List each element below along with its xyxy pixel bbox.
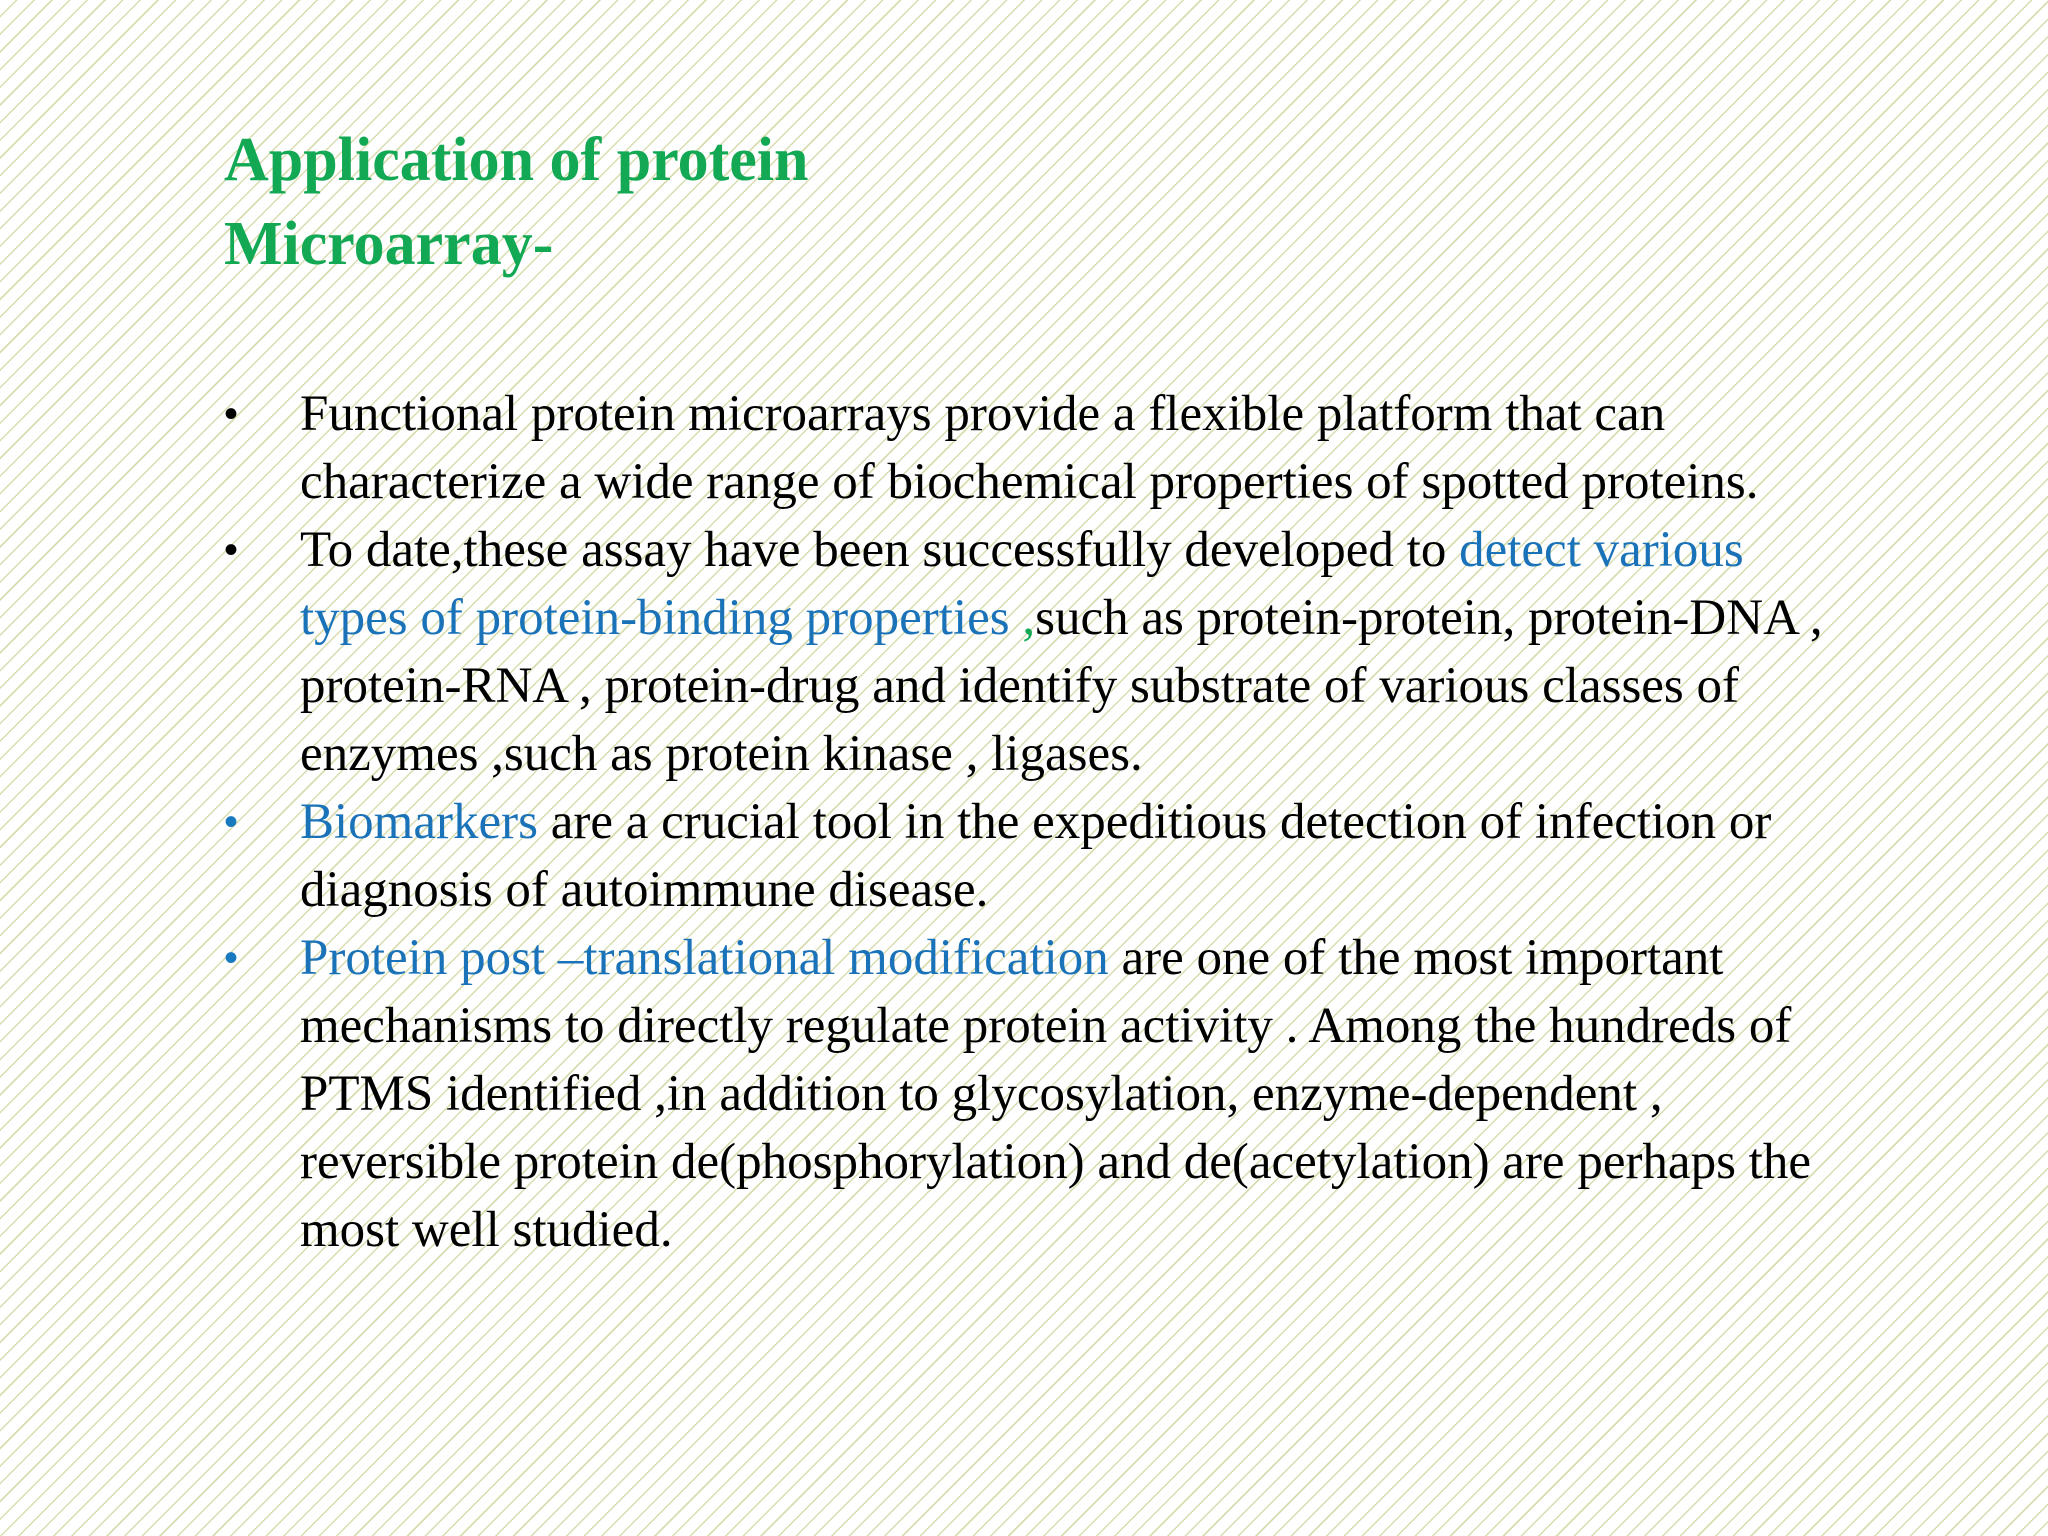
bullet-text: Functional protein microarrays provide a flexible platform that can characterize a wide range of biochemical properties of spotted proteins. xyxy=(300,386,1759,510)
bullet-text: To date,these assay have been successfully developed to xyxy=(300,522,1460,578)
bullet-dot-icon: • xyxy=(224,800,239,844)
bullet-item-ptm xyxy=(224,924,1864,1264)
title-line-1: Application of protein xyxy=(224,126,809,194)
bullet-item-functional-arrays xyxy=(224,380,1864,516)
bullet-item-biomarkers xyxy=(224,788,1864,924)
bullet-highlight: Protein post –translational modification xyxy=(300,930,1109,986)
bullet-highlight: detect various types of protein-binding properties xyxy=(300,522,1744,646)
bullet-text: are one of the most important mechanisms to directly regulate protein activity . Among the hundreds of PTMS identified ,in addition to glycosylation, enzyme-dependent , reversible protein de(phosphorylation) and de(acetylation) are perhaps the most well studied. xyxy=(300,930,1811,1258)
bullet-dot-icon: • xyxy=(224,392,239,436)
bullet-dot-icon: • xyxy=(224,936,239,980)
bullet-comma: , xyxy=(1022,590,1036,646)
bullet-text: are a crucial tool in the expeditious detection of infection or diagnosis of autoimmune disease. xyxy=(300,794,1772,918)
bullet-highlight: Biomarkers xyxy=(300,794,538,850)
bullet-text: such as protein-protein, protein-DNA , protein-RNA , protein-drug and identify substrate of various classes of enzymes ,such as protein kinase , ligases. xyxy=(300,590,1823,782)
slide-title xyxy=(224,118,1424,286)
bullet-dot-icon: • xyxy=(224,528,239,572)
bullet-item-assay-development xyxy=(224,516,1864,788)
bullet-list xyxy=(224,380,1864,1264)
title-line-2: Microarray- xyxy=(224,210,554,278)
